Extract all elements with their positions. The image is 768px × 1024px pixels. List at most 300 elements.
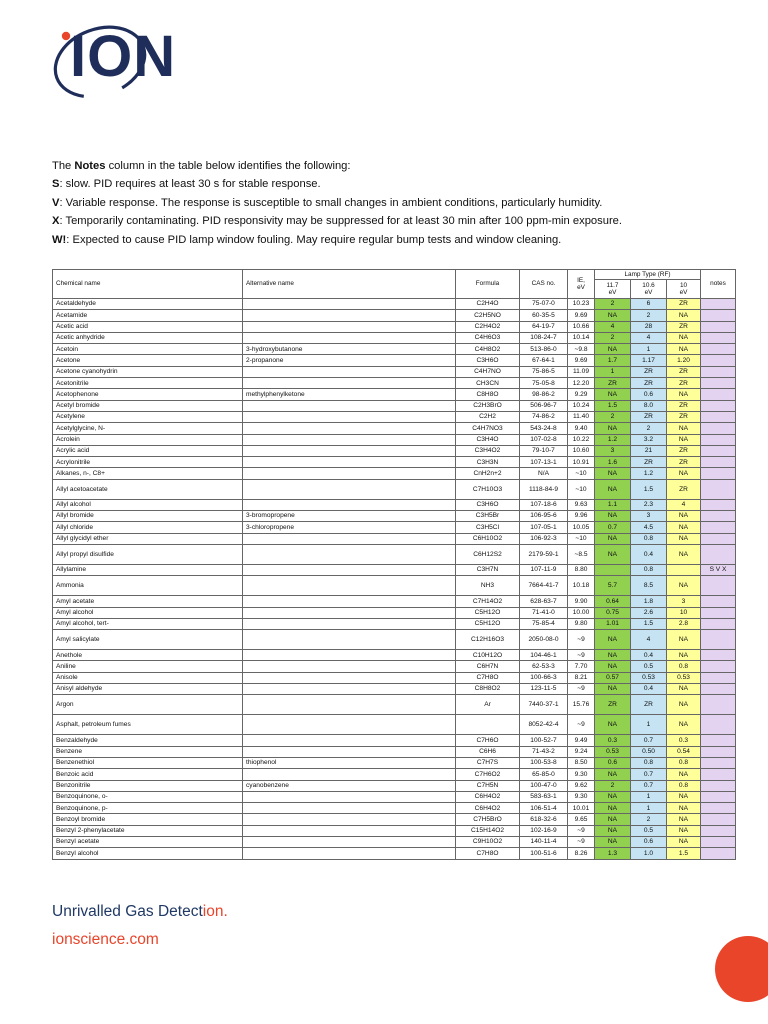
cas-cell: 107-11-9: [520, 564, 568, 575]
lamp-10-6-cell: ZR: [631, 411, 667, 422]
chemical-name-cell: Benzyl alcohol: [53, 848, 243, 859]
formula-cell: C3H4O2: [456, 445, 520, 456]
formula-cell: C7H8O: [456, 848, 520, 859]
formula-cell: C5H12O: [456, 607, 520, 618]
lamp-10-cell: ZR: [667, 299, 701, 310]
chemical-name-cell: Argon: [53, 695, 243, 715]
ie-cell: 9.80: [568, 618, 595, 629]
lamp-10-6-cell: 0.6: [631, 389, 667, 400]
chemical-name-cell: Acetoin: [53, 344, 243, 355]
lamp-11-7-cell: 0.53: [595, 746, 631, 757]
lamp-10-6-cell: 4: [631, 332, 667, 343]
lamp-10-6-cell: 1.0: [631, 848, 667, 859]
formula-cell: C2H4O2: [456, 321, 520, 332]
lamp-10-cell: NA: [667, 344, 701, 355]
cas-cell: 104-46-1: [520, 650, 568, 661]
chemical-name-cell: Ammonia: [53, 576, 243, 596]
chemical-name-cell: Acetaldehyde: [53, 299, 243, 310]
table-row: [53, 684, 736, 695]
formula-cell: C6H12S2: [456, 544, 520, 564]
notes-cell: [701, 400, 736, 411]
alternative-name-cell: methylphenylketone: [243, 389, 456, 400]
cas-cell: 98-86-2: [520, 389, 568, 400]
lamp-11-7-cell: 2: [595, 332, 631, 343]
formula-cell: C6H4O2: [456, 791, 520, 802]
ie-cell: 9.29: [568, 389, 595, 400]
table-row: [53, 814, 736, 825]
alternative-name-cell: [243, 378, 456, 389]
formula-cell: NH3: [456, 576, 520, 596]
chemical-name-cell: Acrolein: [53, 434, 243, 445]
header-lamp-type: Lamp Type (RF): [595, 270, 701, 280]
note-window-fouling: W!: Expected to cause PID lamp window fouling. May require regular bump tests and window cleaning.: [52, 233, 562, 246]
lamp-10-cell: 0.8: [667, 757, 701, 768]
notes-cell: [701, 695, 736, 715]
alternative-name-cell: cyanobenzene: [243, 780, 456, 791]
lamp-11-7-cell: NA: [595, 803, 631, 814]
formula-cell: C7H6O2: [456, 769, 520, 780]
alternative-name-cell: [243, 618, 456, 629]
table-row: [53, 618, 736, 629]
notes-cell: [701, 672, 736, 683]
table-row: [53, 533, 736, 544]
formula-cell: C2H2: [456, 411, 520, 422]
notes-intro-line: The Notes column in the table below identifies the following:: [52, 160, 351, 172]
table-row: [53, 355, 736, 366]
lamp-10-6-cell: 1: [631, 791, 667, 802]
lamp-10-cell: ZR: [667, 479, 701, 499]
formula-cell: C5H12O: [456, 618, 520, 629]
lamp-10-cell: NA: [667, 511, 701, 522]
alternative-name-cell: [243, 735, 456, 746]
ie-cell: 8.80: [568, 564, 595, 575]
notes-cell: [701, 344, 736, 355]
lamp-10-cell: 0.8: [667, 661, 701, 672]
notes-cell: [701, 321, 736, 332]
alternative-name-cell: [243, 672, 456, 683]
notes-cell: [701, 479, 736, 499]
cas-cell: 100-66-3: [520, 672, 568, 683]
table-row: [53, 499, 736, 510]
table-row: [53, 423, 736, 434]
lamp-11-7-cell: 0.7: [595, 522, 631, 533]
ie-cell: ~9: [568, 825, 595, 836]
lamp-10-6-cell: 21: [631, 445, 667, 456]
cas-cell: 506-96-7: [520, 400, 568, 411]
chemical-name-cell: Benzaldehyde: [53, 735, 243, 746]
notes-cell: [701, 735, 736, 746]
lamp-11-7-cell: NA: [595, 650, 631, 661]
lamp-10-6-cell: 2.6: [631, 607, 667, 618]
cas-cell: 8052-42-4: [520, 715, 568, 735]
lamp-10-cell: NA: [667, 825, 701, 836]
ie-cell: 10.14: [568, 332, 595, 343]
alternative-name-cell: [243, 310, 456, 321]
cas-cell: 1118-84-9: [520, 479, 568, 499]
table-row: [53, 457, 736, 468]
ie-cell: ~10: [568, 533, 595, 544]
lamp-10-6-cell: 1: [631, 344, 667, 355]
alternative-name-cell: [243, 803, 456, 814]
lamp-10-cell: NA: [667, 715, 701, 735]
formula-cell: C3H5Br: [456, 511, 520, 522]
formula-cell: C9H10O2: [456, 836, 520, 847]
notes-cell: [701, 378, 736, 389]
cas-cell: 7664-41-7: [520, 576, 568, 596]
table-body: [53, 299, 736, 860]
lamp-10-6-cell: 1: [631, 715, 667, 735]
table-row: [53, 836, 736, 847]
ie-cell: ~10: [568, 479, 595, 499]
cas-cell: 100-53-8: [520, 757, 568, 768]
table-row: [53, 715, 736, 735]
notes-cell: [701, 423, 736, 434]
table-row: [53, 695, 736, 715]
lamp-11-7-cell: NA: [595, 310, 631, 321]
formula-cell: C2H5NO: [456, 310, 520, 321]
table-row: [53, 411, 736, 422]
table-row: [53, 378, 736, 389]
notes-cell: [701, 814, 736, 825]
lamp-10-cell: 1.20: [667, 355, 701, 366]
alternative-name-cell: [243, 607, 456, 618]
ie-cell: 10.01: [568, 803, 595, 814]
cas-cell: 60-35-5: [520, 310, 568, 321]
lamp-11-7-cell: 0.3: [595, 735, 631, 746]
table-row: [53, 630, 736, 650]
lamp-11-7-cell: NA: [595, 769, 631, 780]
cas-cell: 106-95-6: [520, 511, 568, 522]
notes-cell: [701, 310, 736, 321]
header-notes: notes: [701, 270, 736, 299]
lamp-10-cell: ZR: [667, 445, 701, 456]
table-row: [53, 366, 736, 377]
lamp-10-6-cell: 0.50: [631, 746, 667, 757]
alternative-name-cell: [243, 769, 456, 780]
ie-cell: 9.63: [568, 499, 595, 510]
lamp-10-6-cell: 1.5: [631, 479, 667, 499]
cas-cell: 106-92-3: [520, 533, 568, 544]
notes-cell: [701, 780, 736, 791]
lamp-10-6-cell: 0.7: [631, 780, 667, 791]
lamp-10-cell: NA: [667, 544, 701, 564]
formula-cell: CnH2n+2: [456, 468, 520, 479]
cas-cell: 618-32-6: [520, 814, 568, 825]
table-row: [53, 400, 736, 411]
ie-cell: ~9.8: [568, 344, 595, 355]
notes-cell: [701, 746, 736, 757]
notes-cell: [701, 511, 736, 522]
lamp-10-6-cell: 1.5: [631, 618, 667, 629]
lamp-10-cell: NA: [667, 630, 701, 650]
chemical-name-cell: Benzene: [53, 746, 243, 757]
notes-cell: [701, 769, 736, 780]
alternative-name-cell: [243, 445, 456, 456]
notes-cell: [701, 299, 736, 310]
table-row: [53, 321, 736, 332]
formula-cell: CH3CN: [456, 378, 520, 389]
ie-cell: 10.60: [568, 445, 595, 456]
chemical-name-cell: Acetone cyanohydrin: [53, 366, 243, 377]
lamp-11-7-cell: NA: [595, 423, 631, 434]
table-row: [53, 544, 736, 564]
lamp-10-6-cell: 0.8: [631, 533, 667, 544]
table-row: [53, 434, 736, 445]
cas-cell: 75-85-4: [520, 618, 568, 629]
alternative-name-cell: [243, 366, 456, 377]
table-row: [53, 825, 736, 836]
notes-cell: [701, 576, 736, 596]
ie-cell: 9.62: [568, 780, 595, 791]
formula-cell: C3H5Cl: [456, 522, 520, 533]
lamp-10-6-cell: ZR: [631, 378, 667, 389]
chemical-name-cell: Acrylonitrile: [53, 457, 243, 468]
lamp-10-6-cell: 0.8: [631, 564, 667, 575]
alternative-name-cell: [243, 332, 456, 343]
lamp-10-cell: NA: [667, 522, 701, 533]
alternative-name-cell: [243, 715, 456, 735]
formula-cell: C6H10O2: [456, 533, 520, 544]
table-row: [53, 576, 736, 596]
notes-cell: [701, 596, 736, 607]
chemical-name-cell: Benzoic acid: [53, 769, 243, 780]
table-row: [53, 310, 736, 321]
notes-cell: [701, 457, 736, 468]
formula-cell: C4H8O2: [456, 344, 520, 355]
chemical-name-cell: Anisole: [53, 672, 243, 683]
ie-cell: ~9: [568, 836, 595, 847]
cas-cell: 71-43-2: [520, 746, 568, 757]
cas-cell: 7440-37-1: [520, 695, 568, 715]
alternative-name-cell: [243, 746, 456, 757]
notes-cell: [701, 544, 736, 564]
table-header-row: [53, 270, 736, 280]
formula-cell: C12H16O3: [456, 630, 520, 650]
chemical-name-cell: Amyl acetate: [53, 596, 243, 607]
lamp-10-6-cell: 2: [631, 423, 667, 434]
chemical-name-cell: Alkanes, n-, C8+: [53, 468, 243, 479]
chemical-name-cell: Amyl alcohol: [53, 607, 243, 618]
lamp-11-7-cell: 1.5: [595, 400, 631, 411]
chemical-name-cell: Benzoquinone, o-: [53, 791, 243, 802]
alternative-name-cell: [243, 650, 456, 661]
cas-cell: 107-05-1: [520, 522, 568, 533]
header-lamp-10: 10 eV: [667, 280, 701, 299]
lamp-11-7-cell: NA: [595, 661, 631, 672]
lamp-11-7-cell: 1.7: [595, 355, 631, 366]
lamp-11-7-cell: NA: [595, 715, 631, 735]
lamp-11-7-cell: 2: [595, 299, 631, 310]
lamp-10-6-cell: 0.5: [631, 825, 667, 836]
formula-cell: C6H4O2: [456, 803, 520, 814]
table-row: [53, 332, 736, 343]
table-row: [53, 299, 736, 310]
alternative-name-cell: [243, 576, 456, 596]
notes-cell: [701, 499, 736, 510]
ie-cell: ~9: [568, 630, 595, 650]
logo-wordmark: ION: [70, 24, 177, 89]
chemical-name-cell: Allyl alcohol: [53, 499, 243, 510]
formula-cell: C3H6O: [456, 355, 520, 366]
lamp-10-cell: ZR: [667, 321, 701, 332]
lamp-10-cell: NA: [667, 332, 701, 343]
chemical-name-cell: Benzoyl bromide: [53, 814, 243, 825]
lamp-10-6-cell: 3: [631, 511, 667, 522]
lamp-11-7-cell: 2: [595, 780, 631, 791]
ie-cell: ~9: [568, 715, 595, 735]
cas-cell: 140-11-4: [520, 836, 568, 847]
cas-cell: 79-10-7: [520, 445, 568, 456]
lamp-10-6-cell: 3.2: [631, 434, 667, 445]
lamp-10-cell: NA: [667, 814, 701, 825]
chemical-name-cell: Amyl alcohol, tert-: [53, 618, 243, 629]
note-slow: S: slow. PID requires at least 30 s for stable response.: [52, 178, 321, 191]
notes-cell: [701, 650, 736, 661]
lamp-11-7-cell: 1.1: [595, 499, 631, 510]
lamp-11-7-cell: NA: [595, 544, 631, 564]
cas-cell: 107-13-1: [520, 457, 568, 468]
notes-cell: [701, 366, 736, 377]
lamp-10-cell: NA: [667, 836, 701, 847]
ie-cell: 10.66: [568, 321, 595, 332]
lamp-10-cell: NA: [667, 769, 701, 780]
alternative-name-cell: 3-bromopropene: [243, 511, 456, 522]
ie-cell: 9.65: [568, 814, 595, 825]
chemical-name-cell: Acetonitrile: [53, 378, 243, 389]
cas-cell: 75-07-0: [520, 299, 568, 310]
lamp-11-7-cell: 3: [595, 445, 631, 456]
notes-cell: [701, 434, 736, 445]
ie-cell: 10.22: [568, 434, 595, 445]
alternative-name-cell: [243, 791, 456, 802]
lamp-10-cell: ZR: [667, 366, 701, 377]
alternative-name-cell: [243, 457, 456, 468]
table-row: [53, 672, 736, 683]
chemical-name-cell: Amyl salicylate: [53, 630, 243, 650]
lamp-11-7-cell: NA: [595, 511, 631, 522]
chemical-name-cell: Benzyl 2-phenylacetate: [53, 825, 243, 836]
ie-cell: 9.90: [568, 596, 595, 607]
footer-website-link[interactable]: ionscience.com: [52, 931, 159, 948]
chemical-name-cell: Anisyl aldehyde: [53, 684, 243, 695]
notes-cell: [701, 533, 736, 544]
cas-cell: 100-47-0: [520, 780, 568, 791]
chemical-name-cell: Benzenethiol: [53, 757, 243, 768]
ie-cell: 9.30: [568, 769, 595, 780]
formula-cell: [456, 715, 520, 735]
alternative-name-cell: [243, 661, 456, 672]
alternative-name-cell: [243, 400, 456, 411]
lamp-10-cell: NA: [667, 389, 701, 400]
chemical-name-cell: Acetone: [53, 355, 243, 366]
table-row: [53, 848, 736, 859]
ie-cell: 9.69: [568, 310, 595, 321]
lamp-10-cell: NA: [667, 310, 701, 321]
alternative-name-cell: [243, 695, 456, 715]
alternative-name-cell: [243, 848, 456, 859]
decorative-circle-icon: [715, 936, 768, 1002]
lamp-10-6-cell: 0.6: [631, 836, 667, 847]
ie-cell: 9.49: [568, 735, 595, 746]
table-row: [53, 735, 736, 746]
lamp-10-6-cell: 2: [631, 310, 667, 321]
lamp-10-cell: ZR: [667, 457, 701, 468]
table-row: [53, 564, 736, 575]
lamp-10-6-cell: 0.4: [631, 650, 667, 661]
table-row: [53, 780, 736, 791]
notes-cell: [701, 684, 736, 695]
alternative-name-cell: 3-chloropropene: [243, 522, 456, 533]
lamp-10-6-cell: 0.7: [631, 769, 667, 780]
header-formula: Formula: [456, 270, 520, 299]
alternative-name-cell: [243, 423, 456, 434]
alternative-name-cell: [243, 814, 456, 825]
formula-cell: C2H4O: [456, 299, 520, 310]
chemical-name-cell: Acetylglycine, N-: [53, 423, 243, 434]
lamp-11-7-cell: 4: [595, 321, 631, 332]
table-row: [53, 511, 736, 522]
cas-cell: 74-86-2: [520, 411, 568, 422]
chemical-name-cell: Aniline: [53, 661, 243, 672]
alternative-name-cell: 2-propanone: [243, 355, 456, 366]
ie-cell: 10.24: [568, 400, 595, 411]
cas-cell: 102-16-9: [520, 825, 568, 836]
table-row: [53, 769, 736, 780]
ie-cell: 9.96: [568, 511, 595, 522]
notes-cell: [701, 825, 736, 836]
header-lamp-10-6: 10.6 eV: [631, 280, 667, 299]
lamp-11-7-cell: NA: [595, 814, 631, 825]
lamp-10-cell: NA: [667, 434, 701, 445]
lamp-11-7-cell: NA: [595, 344, 631, 355]
ie-cell: 10.91: [568, 457, 595, 468]
ie-cell: 9.40: [568, 423, 595, 434]
alternative-name-cell: [243, 564, 456, 575]
cas-cell: 75-86-5: [520, 366, 568, 377]
lamp-10-6-cell: 4: [631, 630, 667, 650]
formula-cell: C7H5N: [456, 780, 520, 791]
lamp-10-6-cell: 1.2: [631, 468, 667, 479]
formula-cell: C2H3BrO: [456, 400, 520, 411]
ie-cell: 10.23: [568, 299, 595, 310]
lamp-11-7-cell: 1.2: [595, 434, 631, 445]
lamp-10-6-cell: 1.17: [631, 355, 667, 366]
header-alternative-name: Alternative name: [243, 270, 456, 299]
lamp-11-7-cell: 0.75: [595, 607, 631, 618]
cas-cell: 106-51-4: [520, 803, 568, 814]
lamp-11-7-cell: NA: [595, 468, 631, 479]
cas-cell: 107-18-6: [520, 499, 568, 510]
lamp-10-cell: ZR: [667, 411, 701, 422]
ie-cell: ~9: [568, 650, 595, 661]
chemical-name-cell: Allyl bromide: [53, 511, 243, 522]
notes-cell: [701, 715, 736, 735]
notes-cell: [701, 618, 736, 629]
formula-cell: C7H7S: [456, 757, 520, 768]
lamp-10-cell: [667, 564, 701, 575]
lamp-11-7-cell: 1.6: [595, 457, 631, 468]
lamp-11-7-cell: [595, 564, 631, 575]
formula-cell: C7H8O: [456, 672, 520, 683]
alternative-name-cell: [243, 533, 456, 544]
chemical-name-cell: Acetamide: [53, 310, 243, 321]
formula-cell: C3H3N: [456, 457, 520, 468]
lamp-10-cell: NA: [667, 576, 701, 596]
ie-cell: 12.20: [568, 378, 595, 389]
alternative-name-cell: [243, 684, 456, 695]
table-row: [53, 650, 736, 661]
alternative-name-cell: [243, 479, 456, 499]
